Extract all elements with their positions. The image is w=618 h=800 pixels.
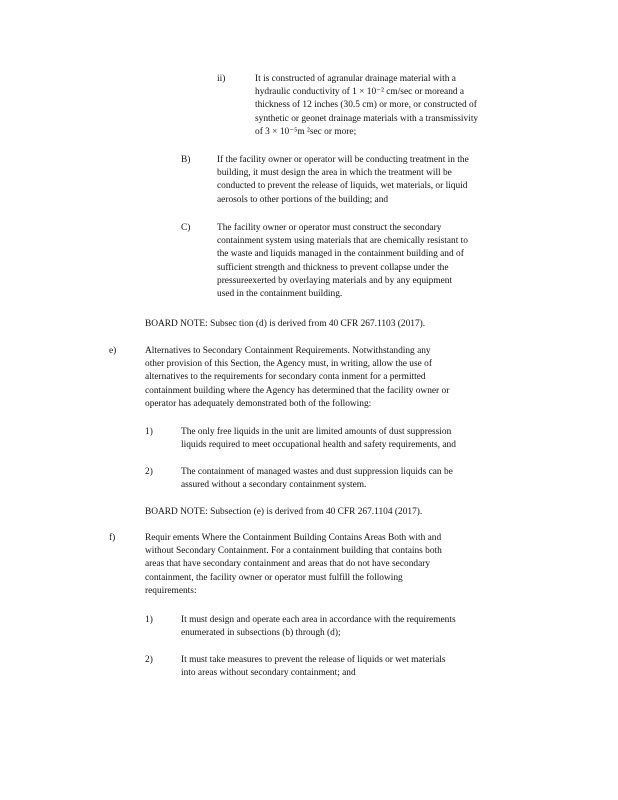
text-line: Alternatives to Secondary Containment Requirements. Notwithstanding any [145, 346, 431, 356]
text-line: It is constructed of agranular drainage material with a [255, 74, 456, 84]
item-label-ii: ii) [217, 74, 226, 84]
text-line: The containment of managed wastes and dust suppression liquids can be [181, 467, 453, 477]
item-text-f1 [181, 614, 531, 640]
text-line: It must take measures to prevent the release of liquids or wet materials [181, 655, 446, 665]
item-label-C: C) [181, 223, 191, 233]
item-label-B: B) [181, 155, 191, 165]
item-text-f2 [181, 654, 531, 680]
item-text-C [217, 222, 539, 301]
item-text-e1 [181, 426, 531, 452]
section-text-f [145, 532, 531, 598]
text-line: pressureexerted by overlaying materials and by any equipment [217, 275, 453, 286]
text-line: assured without a secondary containment system. [181, 480, 367, 491]
item-label-e1: 1) [145, 427, 153, 437]
text-line: of 3 × 10⁻⁵m ²sec or more; [255, 126, 357, 137]
text-line: other provision of this Section, the Agency must, in writing, allow the use of [145, 359, 432, 370]
section-label-e: e) [109, 346, 117, 356]
text-line: The facility owner or operator must construct the secondary [217, 223, 442, 233]
text-line: used in the containment building. [217, 289, 343, 300]
text-line: building, it must design the area in which the treatment will be [217, 168, 452, 179]
text-line: hydraulic conductivity of 1 × 10⁻² cm/sec or moreand a [255, 87, 465, 98]
text-line: containment system using materials that are chemically resistant to [217, 236, 468, 247]
section-text-e [145, 345, 539, 411]
item-label-f1: 1) [145, 615, 153, 625]
board-note-d: BOARD NOTE: Subsec tion (d) is derived from 40 CFR 267.1103 (2017). [145, 319, 426, 329]
text-line: thickness of 12 inches (30.5 cm) or more, or constructed of [255, 100, 477, 111]
board-note-e: BOARD NOTE: Subsection (e) is derived from 40 CFR 267.1104 (2017). [145, 507, 423, 517]
item-text-B [217, 154, 539, 207]
item-label-f2: 2) [145, 655, 153, 665]
text-line: containment building where the Agency has determined that the facility owner or [145, 385, 450, 396]
section-label-f: f) [109, 533, 116, 543]
text-line: synthetic or geonet drainage materials with a transmissivity [255, 113, 479, 124]
text-line: requirements: [145, 585, 197, 596]
text-line: It must design and operate each area in accordance with the requirements [181, 615, 456, 625]
text-line: enumerated in subsections (b) through (d); [181, 628, 341, 639]
item-label-e2: 2) [145, 467, 153, 477]
text-line: into areas without secondary containment; and [181, 668, 356, 679]
text-line: operator has adequately demonstrated both of the following: [145, 398, 372, 409]
text-line: the waste and liquids managed in the containment building and of [217, 249, 464, 260]
item-text-ii [255, 73, 539, 139]
text-line: conducted to prevent the release of liquids, wet materials, or liquid [217, 181, 468, 192]
text-line: The only free liquids in the unit are limited amounts of dust suppression [181, 427, 452, 437]
item-text-e2 [181, 466, 531, 492]
text-line: areas that have secondary containment and areas that do not have secondary [145, 559, 431, 570]
text-line: containment, the facility owner or operator must fulfill the following [145, 572, 403, 583]
text-line: sufficient strength and thickness to prevent collapse under the [217, 262, 449, 273]
text-line: alternatives to the requirements for secondary conta inment for a permitted [145, 372, 426, 383]
text-line: aerosols to other portions of the building; and [217, 194, 389, 205]
text-line: If the facility owner or operator will be conducting treatment in the [217, 155, 469, 165]
text-line: liquids required to meet occupational health and safety requirements, and [181, 440, 456, 451]
text-line: Requir ements Where the Containment Building Contains Areas Both with and [145, 533, 442, 543]
text-line: without Secondary Containment. For a containment building that contains both [145, 546, 442, 557]
